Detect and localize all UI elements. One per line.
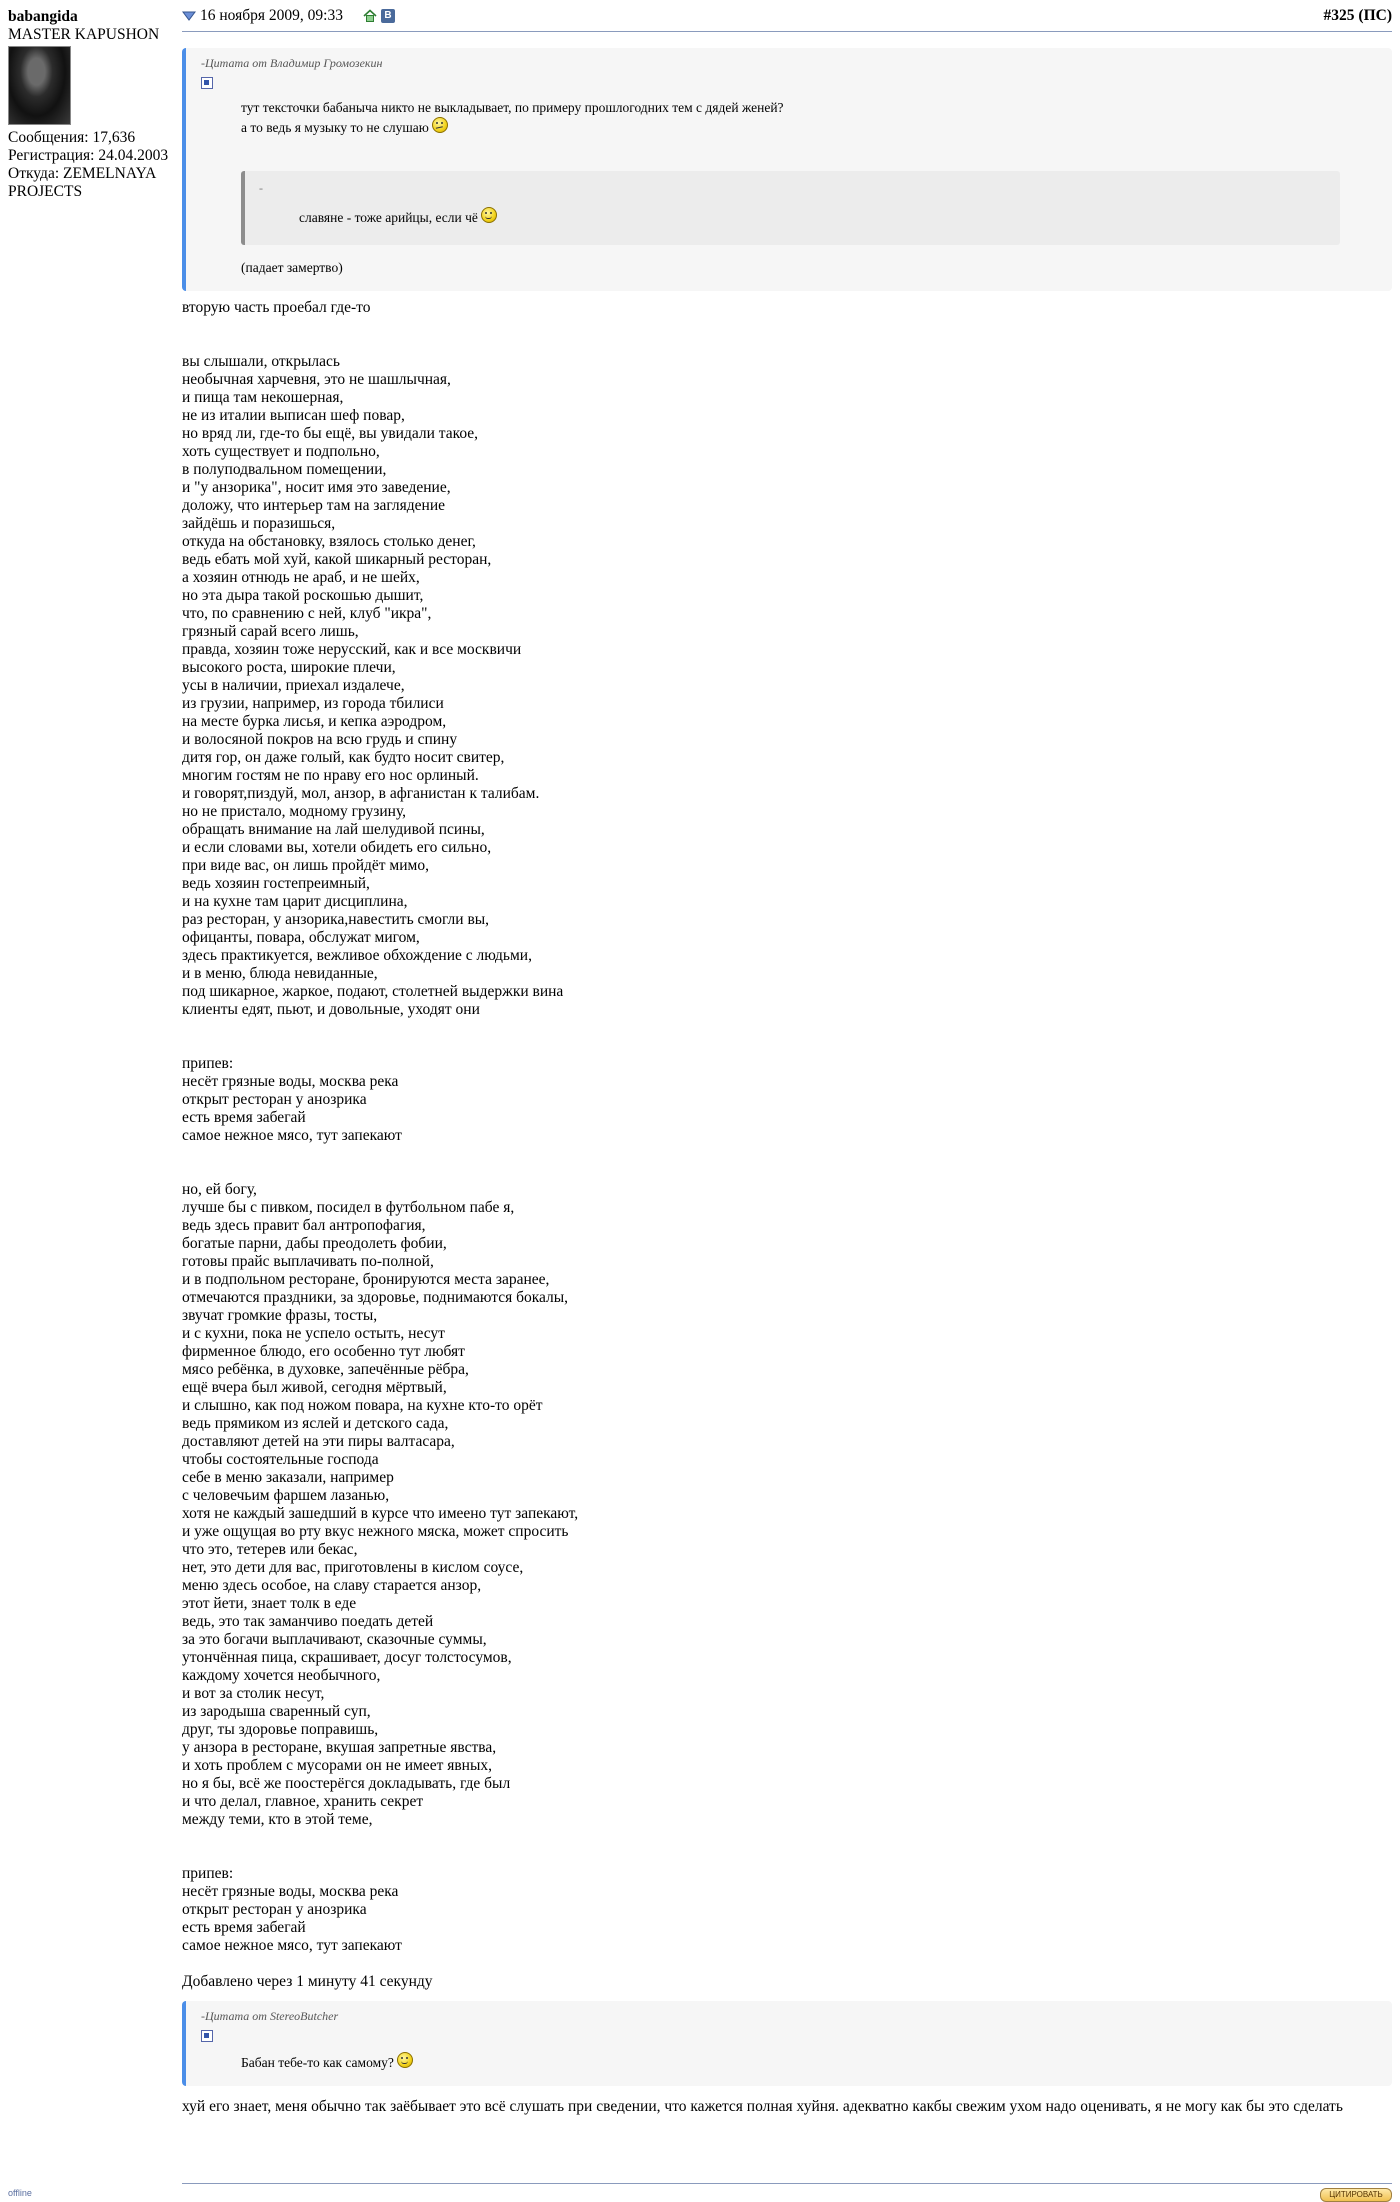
post-icon (182, 11, 196, 21)
quote-footer: (падает замертво) (241, 260, 343, 275)
quote-title-2: -Цитата от StereoButcher (201, 2009, 339, 2023)
author-registered: Регистрация: 24.04.2003 (8, 147, 169, 164)
author-username[interactable]: babangida (8, 8, 78, 25)
author-rank: MASTER KAPUSHON (8, 26, 160, 43)
quote-line: а то ведь я музыку то не слушаю (241, 117, 1380, 137)
quote-body (241, 99, 1380, 277)
lyrics-verse-1: вы слышали, открылась необычная харчевня, это не шашлычная, и пища там некошерная, не из италии выписан шеф повар, но вряд ли, где-то бы ещё, вы увидали такое, хоть существует и подпольно, в полуподвальном помещении, и "у анзорика", носит имя это заведение, доложу, что интерьер там на заглядение зайдёшь и поразишься, откуда на обстановку, взялось столько денег, ведь ебать мой хуй, какой шикарный ресторан, а хозяин отнюдь не араб, и не шейх, но эта дыра такой роскошью дышит, что, по сравнению с ней, клуб "икра", грязный сарай всего лишь, правда, хозяин тоже нерусский, как и все москвичи высокого роста, широкие плечи, усы в наличии, приехал издалече, из грузии, например, из города тбилиси на месте бурка лисья, и кепка аэродром, и волосяной покров на всю грудь и спину дитя гор, он даже голый, как будто носит свитер, многим гостям не по нраву его нос орлиный. и говорят,пиздуй, мол, анзор, в афганистан к талибам. но не пристало, модному грузину, обращать внимание на лай шелудивой псины, и если словами вы, хотели обидеть его сильно, при виде вас, он лишь пройдёт мимо, ведь хозяин гостепреимный, и на кухне там царит дисциплина, раз ресторан, у анзорика,навестить смогли вы, офицанты, повара, обслужат мигом, здесь практикуется, вежливое обхождение с людьми, и в меню, блюда невиданные, под шикарное, жаркое, подают, столетней выдержки вина клиенты едят, пьют, и довольные, уходят они (182, 353, 564, 1018)
quote-link-icon-2[interactable] (201, 2030, 213, 2042)
status-badge: offline (8, 2188, 32, 2198)
home-icon[interactable] (363, 9, 377, 23)
lyrics-chorus-1: припев: несёт грязные воды, москва река открыт ресторан у анозрика есть время забегай самое нежное мясо, тут запекают (182, 1055, 402, 1144)
nested-quote-body: славяне - тоже арийцы, если чё (299, 207, 1320, 227)
post (182, 0, 1392, 2116)
quote-line: тут тексточки бабаныча никто не выкладывает, по примеру прошлогодних тем с дядей женей? (241, 100, 784, 115)
smile-icon (481, 207, 497, 223)
header-icons (363, 9, 395, 23)
quote-title: -Цитата от Владимир Громозекин (201, 56, 383, 70)
lyrics-verse-2: но, ей богу, лучше бы с пивком, посидел в футбольном пабе я, ведь здесь правит бал антропофагия, богатые парни, дабы преодолеть фобии, готовы прайс выплачивать по-полной, и в подпольном ресторане, бронируются места заранее, отмечаются праздники, за здоровье, поднимаются бокалы, звучат громкие фразы, тосты, и с кухни, пока не успело остыть, несут фирменное блюдо, его особенно тут любят мясо ребёнка, в духовке, запечённые рёбра, ещё вчера был живой, сегодня мёртвый, и слышно, как под ножом повара, на кухне кто-то орёт ведь прямиком из яслей и детского сада, доставляют детей на эти пиры валтасара, чтобы состоятельные господа себе в меню заказали, например с человечьим фаршем лазанью, хотя не каждый зашедший в курсе что имеено тут запекают, и уже ощущая во рту вкус нежного мяска, может спросить что это, тетерев или бекас, нет, это дети для вас, приготовлены в кислом соусе, меню здесь особое, на славу старается анзор, этот йети, знает толк в еде ведь, это так заманчиво поедать детей за это богачи выплачивают, сказочные суммы, утончённая пица, скрашивает, досуг толстосумов, каждому хочется необычного, и вот за столик несут, из зародыша сваренный суп, друг, ты здоровье поправишь, у анзора в ресторане, вкушая запретные явства, и хоть проблем с мусорами он не имеет явных, но я бы, всё же поостерёгся докладывать, где был и что делал, главное, хранить секрет между теми, кто в этой теме, (182, 1181, 579, 1828)
nested-quote (241, 171, 1340, 245)
quote-body-2 (241, 2052, 1380, 2072)
quote-button[interactable]: ЦИТИРОВАТЬ (1320, 2188, 1392, 2202)
quote-link-icon[interactable] (201, 77, 213, 89)
lyrics-chorus-2: припев: несёт грязные воды, москва река открыт ресторан у анозрика есть время забегай самое нежное мясо, тут запекают (182, 1865, 402, 1954)
avatar[interactable] (8, 46, 71, 125)
post-header (182, 0, 1392, 32)
vk-icon[interactable]: В (381, 9, 395, 23)
post-date: 16 ноября 2009, 09:33 (200, 6, 343, 24)
smile-icon-2 (397, 2052, 413, 2068)
confused-smiley-icon (432, 117, 448, 133)
quote-block-2 (182, 2001, 1392, 2086)
quote-block (182, 48, 1392, 291)
author-location: Откуда: ZEMELNAYA PROJECTS (8, 165, 156, 200)
author-messages: Сообщения: 17,636 (8, 129, 136, 146)
author-sidebar (8, 8, 180, 201)
added-note: Добавлено через 1 минуту 41 секунду (182, 1973, 433, 1990)
post-reply: хуй его знает, меня обычно так заёбывает это всё слушать при сведении, что кажется полная хуйня. адекватно какбы свежим ухом надо оценивать, я не могу как бы это сделать (182, 2098, 1343, 2115)
quote-line: Бабан тебе-то как самому? (241, 2052, 1380, 2072)
post-intro: вторую часть проебал где-то (182, 299, 371, 316)
post-number[interactable]: #325 (ПС) (1323, 6, 1392, 24)
nested-quote-title: - (259, 181, 263, 195)
post-footer-divider (182, 2183, 1392, 2184)
